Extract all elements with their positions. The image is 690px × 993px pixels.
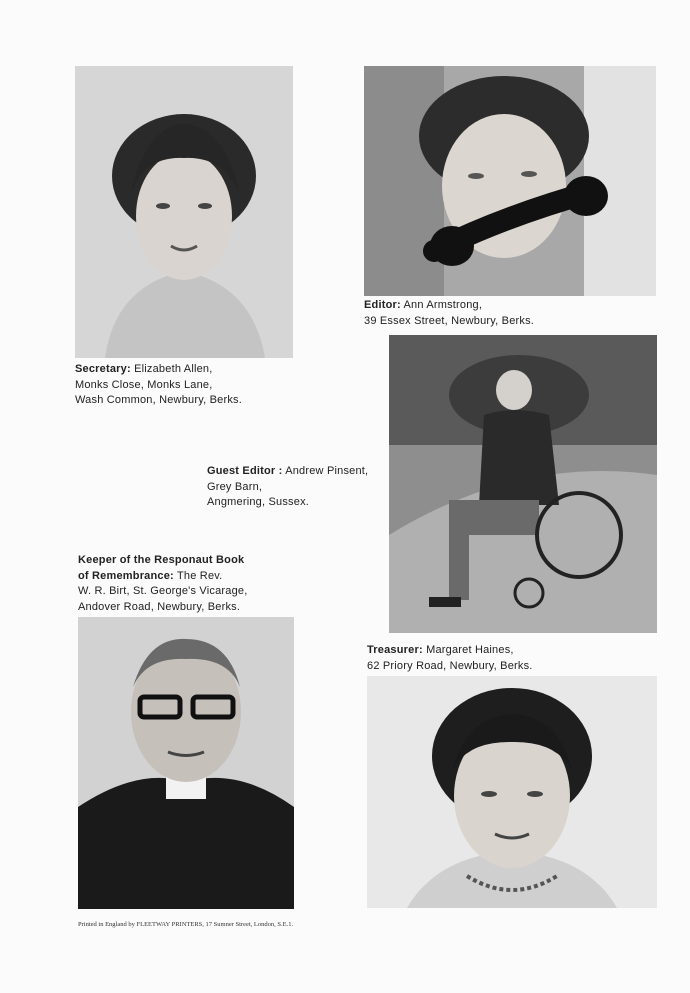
keeper-role-line-1: Keeper of the Responaut Book: [78, 554, 245, 566]
secretary-address-line-2: Wash Common, Newbury, Berks.: [75, 394, 242, 406]
keeper-photo: [78, 617, 294, 909]
editor-role: Editor:: [364, 299, 401, 311]
secretary-photo: [75, 66, 293, 358]
printer-imprint: Printed in England by FLEETWAY PRINTERS, 17 Sumner Street, London, S.E.1.: [78, 921, 294, 928]
editor-photo: [364, 66, 656, 296]
keeper-address-line-1: W. R. Birt, St. George's Vicarage,: [78, 585, 248, 597]
editor-address-line-1: 39 Essex Street, Newbury, Berks.: [364, 314, 535, 327]
keeper-name: The Rev.: [176, 569, 223, 582]
editor-caption: [364, 298, 534, 329]
treasurer-name: Margaret Haines,: [426, 644, 514, 656]
guest-editor-name: Andrew Pinsent,: [285, 465, 369, 477]
secretary-caption: [75, 362, 242, 409]
guest-editor-address-line-1: Grey Barn,: [207, 480, 263, 493]
guest-editor-role: Guest Editor :: [207, 465, 283, 477]
secretary-name: Elizabeth Allen,: [134, 363, 213, 375]
treasurer-caption: [367, 643, 533, 674]
guest-editor-address-line-2: Angmering, Sussex.: [207, 496, 310, 508]
guest-editor-photo: [389, 335, 657, 633]
treasurer-address-line-1: 62 Priory Road, Newbury, Berks.: [367, 659, 533, 672]
guest-editor-caption: [207, 464, 368, 511]
treasurer-role: Treasurer:: [367, 644, 423, 656]
keeper-caption: [78, 553, 247, 615]
secretary-address-line-1: Monks Close, Monks Lane,: [75, 378, 213, 391]
keeper-address-line-2: Andover Road, Newbury, Berks.: [78, 600, 241, 613]
editor-name: Ann Armstrong,: [403, 299, 483, 311]
treasurer-photo: [367, 676, 657, 908]
secretary-role: Secretary:: [75, 363, 131, 375]
keeper-role-line-2: of Remembrance:: [78, 569, 174, 582]
